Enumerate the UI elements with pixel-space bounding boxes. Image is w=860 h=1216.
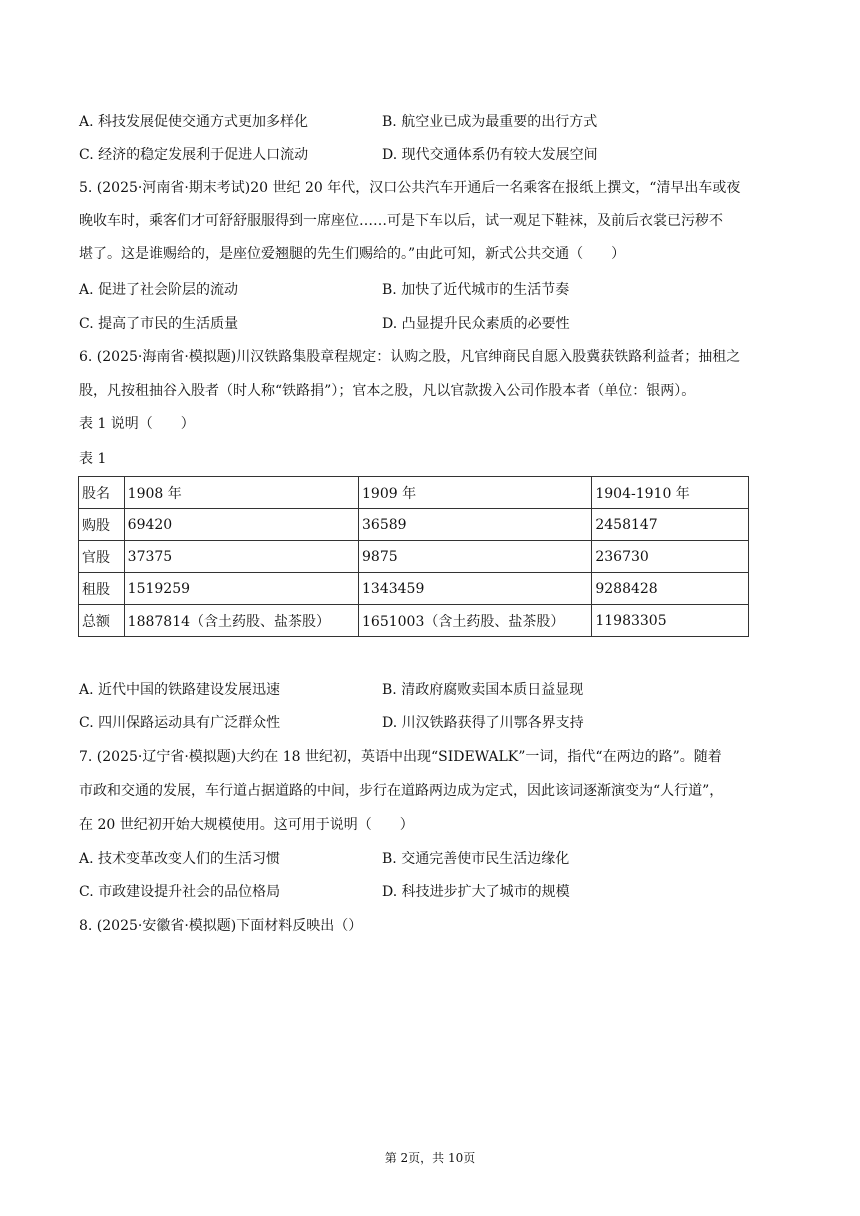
q4-option-c: C. 经济的稳定发展利于促进人口流动 [79, 147, 309, 163]
q5-stem-line-1: 5. (2025·河南省·期末考试)20 世纪 20 年代，汉口公共汽车开通后一名乘客在报纸上撰文，“清早出车或夜 [79, 180, 741, 196]
q6-option-a: A. 近代中国的铁路建设发展迅速 [79, 682, 281, 698]
q7-options-row-2 [79, 882, 779, 902]
q5-option-a: A. 促进了社会阶层的流动 [79, 282, 239, 298]
table-header-cell: 1904-1910 年 [592, 477, 749, 509]
table-cell: 36589 [359, 509, 592, 541]
table-header-cell: 1908 年 [124, 477, 358, 509]
q7-stem-line-3: 在 20 世纪初开始大规模使用。这可用于说明（ ） [79, 817, 414, 833]
q8-stem-line-1: 8. (2025·安徽省·模拟题)下面材料反映出（） [79, 918, 363, 934]
table-cell: 1343459 [359, 573, 592, 605]
q6-stem-line-2: 股，凡按租抽谷入股者（时人称“铁路捐”）；官本之股，凡以官款拨入公司作股本者（单位：银两）。 [79, 383, 696, 399]
q5-option-b: B. 加快了近代城市的生活节奏 [382, 282, 570, 298]
table-cell: 37375 [124, 541, 358, 573]
table-header-cell: 股名 [79, 477, 125, 509]
q5-options-row-2 [79, 314, 779, 334]
table-cell: 9875 [359, 541, 592, 573]
q7-option-b: B. 交通完善使市民生活边缘化 [382, 851, 570, 867]
q6-options-row-1 [79, 680, 779, 700]
table-header-row [79, 477, 749, 509]
table-header-cell: 1909 年 [359, 477, 592, 509]
table-cell: 9288428 [592, 573, 749, 605]
q5-option-c: C. 提高了市民的生活质量 [79, 316, 239, 332]
table-cell: 69420 [124, 509, 358, 541]
table-row [79, 573, 749, 605]
q5-stem-line-3: 堪了。这是谁赐给的，是座位爱翘腿的先生们赐给的。”由此可知，新式公共交通（ ） [79, 246, 626, 262]
q5-options-row-1 [79, 280, 779, 300]
q6-stem-line-1: 6. (2025·海南省·模拟题)川汉铁路集股章程规定：认购之股，凡官绅商民自愿入股冀获铁路利益者；抽租之 [79, 349, 741, 365]
q7-option-d: D. 科技进步扩大了城市的规模 [382, 884, 570, 900]
q7-option-c: C. 市政建设提升社会的品位格局 [79, 884, 281, 900]
q7-stem-line-2: 市政和交通的发展，车行道占据道路的中间，步行在道路两边成为定式，因此该词逐渐演变为“人行道”， [79, 783, 724, 799]
q7-option-a: A. 技术变革改变人们的生活习惯 [79, 851, 281, 867]
q5-stem-line-2: 晚收车时，乘客们才可舒舒服服得到一席座位……可是下车以后，试一观足下鞋袜，及前后衣裳已污秽不 [79, 213, 723, 229]
q6-option-b: B. 清政府腐败卖国本质日益显现 [382, 682, 584, 698]
table-cell: 2458147 [592, 509, 749, 541]
table-cell: 236730 [592, 541, 749, 573]
q6-options-row-2 [79, 713, 779, 733]
q6-option-d: D. 川汉铁路获得了川鄂各界支持 [382, 715, 584, 731]
table-cell: 1519259 [124, 573, 358, 605]
q4-options-row-1 [79, 112, 779, 132]
table-cell: 购股 [79, 509, 125, 541]
q5-option-d: D. 凸显提升民众素质的必要性 [382, 316, 570, 332]
table-cell: 官股 [79, 541, 125, 573]
table-row [79, 541, 749, 573]
q4-option-a: A. 科技发展促使交通方式更加多样化 [79, 114, 309, 130]
table-row [79, 509, 749, 541]
q4-options-row-2 [79, 145, 779, 165]
table-cell: 1887814（含土药股、盐茶股） [124, 605, 358, 637]
table-cell: 11983305 [592, 605, 749, 637]
share-table [78, 476, 749, 637]
q4-option-b: B. 航空业已成为最重要的出行方式 [382, 114, 598, 130]
q4-option-d: D. 现代交通体系仍有较大发展空间 [382, 147, 598, 163]
table-row [79, 605, 749, 637]
q7-options-row-1 [79, 849, 779, 869]
q6-stem-line-3: 表 1 说明（ ） [79, 416, 195, 432]
q6-option-c: C. 四川保路运动具有广泛群众性 [79, 715, 281, 731]
q7-stem-line-1: 7. (2025·辽宁省·模拟题)大约在 18 世纪初，英语中出现“SIDEWALK”一词，指代“在两边的路”。随着 [79, 749, 722, 765]
table-cell: 租股 [79, 573, 125, 605]
table-cell: 1651003（含土药股、盐茶股） [359, 605, 592, 637]
table-cell: 总额 [79, 605, 125, 637]
page-footer: 第 2页，共 10页 [384, 1151, 476, 1165]
table-caption: 表 1 [79, 451, 107, 467]
